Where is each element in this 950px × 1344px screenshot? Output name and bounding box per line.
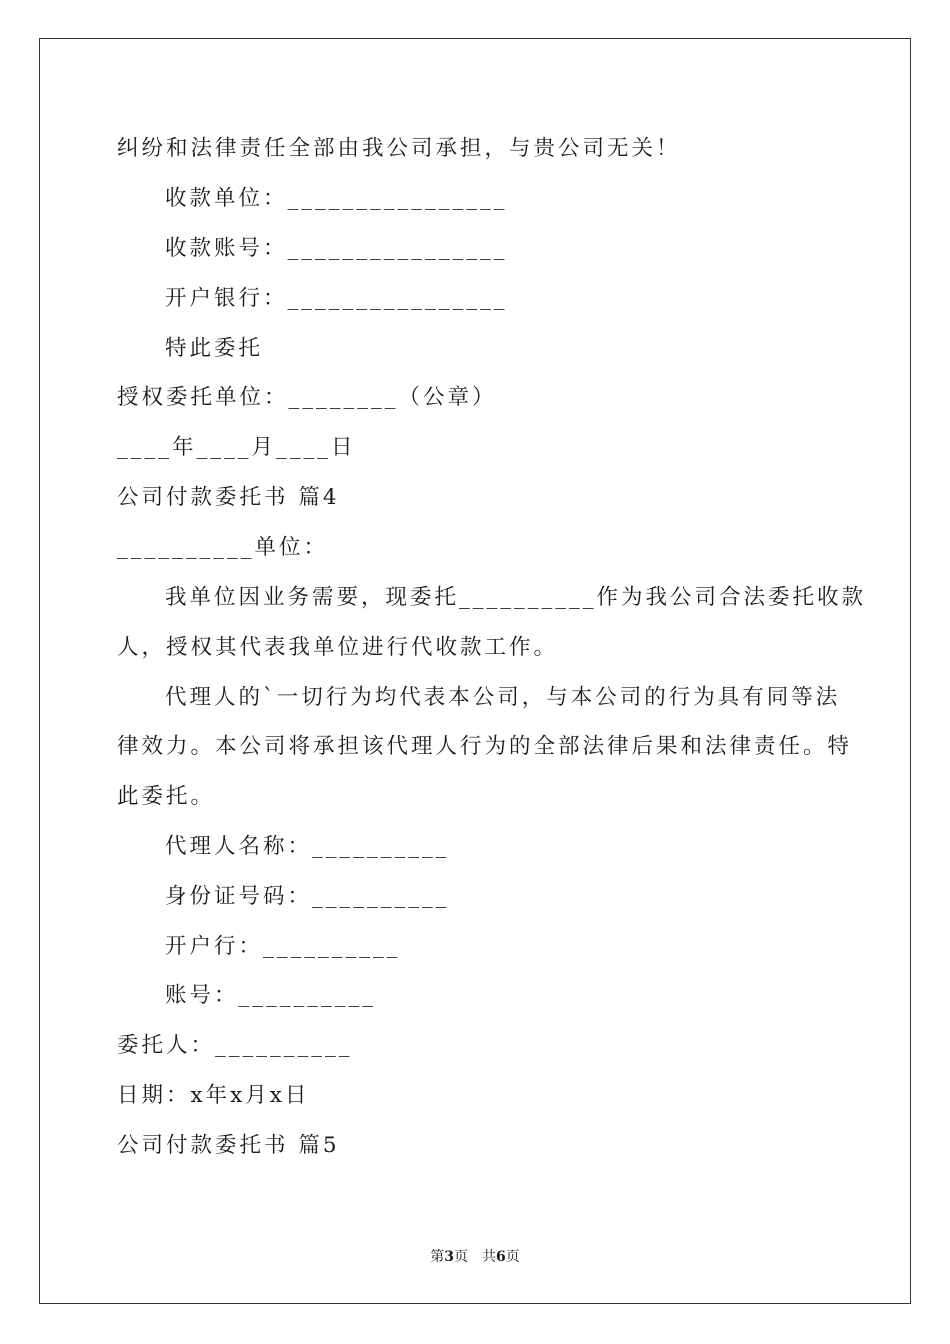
date-field: ____年____月____日 bbox=[117, 435, 356, 460]
text-line: 我单位因业务需要，现委托__________作为我公司合法委托收款 bbox=[165, 585, 867, 610]
text-line: 人，授权其代表我单位进行代收款工作。 bbox=[117, 635, 559, 660]
bank-field: 开户行：__________ bbox=[165, 934, 401, 959]
payee-unit-field: 收款单位：________________ bbox=[165, 186, 508, 211]
authorizing-unit-field: 授权委托单位：________（公章） bbox=[117, 385, 497, 410]
current-page-number: 3 bbox=[444, 1249, 454, 1265]
payee-account-field: 收款账号：________________ bbox=[165, 236, 508, 261]
agent-name-field: 代理人名称：__________ bbox=[165, 834, 450, 859]
addressee-field: __________单位： bbox=[117, 535, 329, 560]
page-prefix: 第 bbox=[430, 1249, 445, 1265]
total-suffix: 页 bbox=[505, 1249, 520, 1265]
text-line: 特此委托 bbox=[165, 336, 264, 361]
page-border bbox=[39, 38, 911, 1304]
date-line: 日期：x年x月x日 bbox=[117, 1083, 310, 1108]
id-number-field: 身份证号码：__________ bbox=[165, 884, 450, 909]
section-heading: 公司付款委托书 篇4 bbox=[117, 485, 340, 510]
opening-bank-field: 开户银行：________________ bbox=[165, 286, 508, 311]
text-line: 纠纷和法律责任全部由我公司承担，与贵公司无关！ bbox=[117, 136, 681, 161]
total-page-count: 6 bbox=[496, 1249, 506, 1265]
page-suffix: 页 bbox=[454, 1249, 468, 1265]
total-prefix: 共 bbox=[482, 1249, 496, 1265]
principal-field: 委托人：__________ bbox=[117, 1033, 353, 1058]
text-line: 此委托。 bbox=[117, 784, 216, 809]
account-field: 账号：__________ bbox=[165, 983, 377, 1008]
section-heading: 公司付款委托书 篇5 bbox=[117, 1133, 340, 1158]
text-line: 代理人的`一切行为均代表本公司，与本公司的行为具有同等法 bbox=[165, 685, 841, 710]
text-line: 律效力。本公司将承担该代理人行为的全部法律后果和法律责任。特 bbox=[117, 734, 853, 759]
page-footer bbox=[0, 1246, 950, 1266]
